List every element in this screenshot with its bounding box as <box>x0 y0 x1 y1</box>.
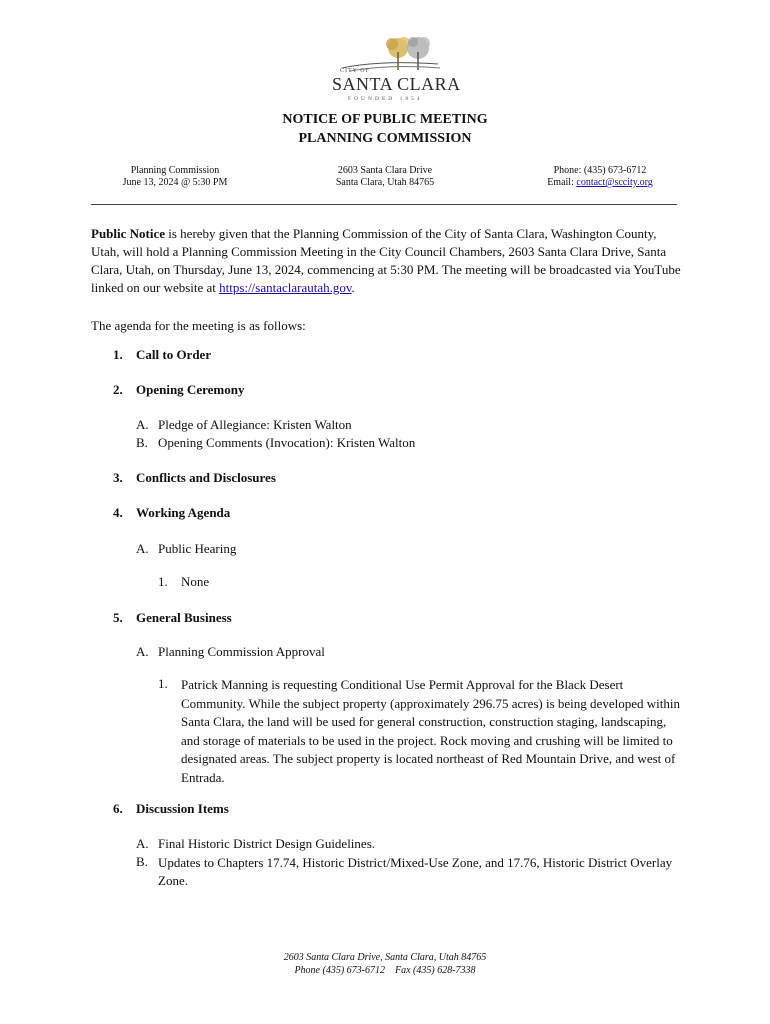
address-city: Santa Clara, Utah 84765 <box>335 177 435 188</box>
notice-body: is hereby given that the Planning Commission of the City of Santa Clara, Washington County, Utah, will hold a Planning Commission Meeting in the City Council Chambers, 2603 Santa Clara Drive, Santa Clara, Utah, on Thursday, June 13, 2024, commencing at 5:30 PM. The meeting will be broadcasted via YouTube linked on our website at <box>91 226 681 295</box>
logo-name: SANTA CLARA <box>332 74 461 94</box>
subitem-number: 1. <box>158 574 168 589</box>
section-title: Conflicts and Disclosures <box>136 470 276 485</box>
section-title: Working Agenda <box>136 505 231 520</box>
section-title: Discussion Items <box>136 801 229 816</box>
section-number: 2. <box>113 382 123 397</box>
city-logo <box>320 34 461 104</box>
item-text: Final Historic District Design Guidelines. <box>158 836 376 851</box>
item-text: Pledge of Allegiance: Kristen Walton <box>158 417 352 432</box>
section-number: 3. <box>113 470 123 485</box>
subitem-number: 1. <box>158 676 168 691</box>
meeting-info <box>100 165 250 189</box>
section-number: 6. <box>113 801 123 816</box>
address-info <box>310 165 460 189</box>
email-label: Email: <box>547 177 577 188</box>
notice-paragraph <box>91 225 683 297</box>
item-letter: A. <box>136 541 149 556</box>
subitem-text: Patrick Manning is requesting Conditional Use Permit Approval for the Black Desert Community. While the subject property (approximately 296.75 acres) is being developed within Santa Clara, the land will be used for general construction, construction staging, landscaping, and storage of materials to be used in the project. Rock moving and crushing will be limited to designated areas. The subject property is located northeast of Red Mountain Drive, and west of Entrada. <box>181 677 680 785</box>
item-letter: A. <box>136 417 149 432</box>
page-title: NOTICE OF PUBLIC MEETING <box>282 112 488 127</box>
section-number: 5. <box>113 610 123 625</box>
trees-icon <box>320 34 446 74</box>
item-text: Planning Commission Approval <box>158 644 325 659</box>
section-title: General Business <box>136 610 232 625</box>
item-text: Public Hearing <box>158 541 237 556</box>
section-number: 1. <box>113 347 123 362</box>
header-divider <box>91 204 677 205</box>
meeting-datetime: June 13, 2024 @ 5:30 PM <box>122 177 228 188</box>
email-link[interactable]: contact@sccity.org <box>576 177 653 188</box>
address-street: 2603 Santa Clara Drive <box>337 165 433 176</box>
item-text: Updates to Chapters 17.74, Historic District/Mixed-Use Zone, and 17.76, Historic District Overlay Zone. <box>158 855 673 888</box>
section-number: 4. <box>113 505 123 520</box>
page-subtitle: PLANNING COMMISSION <box>298 131 472 146</box>
footer-address: 2603 Santa Clara Drive, Santa Clara, Utah 84765 <box>283 952 487 963</box>
section-title: Call to Order <box>136 347 212 362</box>
contact-info <box>525 165 675 189</box>
item-letter: B. <box>136 435 148 450</box>
logo-founded: FOUNDED 1854 <box>348 96 423 102</box>
contact-email-line <box>525 177 675 189</box>
meeting-body: Planning Commission <box>130 165 220 176</box>
notice-lead: Public Notice <box>91 226 166 241</box>
footer-phone-fax: Phone (435) 673-6712 Fax (435) 628-7338 <box>294 965 476 976</box>
notice-end: . <box>351 280 355 295</box>
contact-phone: Phone: (435) 673-6712 <box>553 165 647 176</box>
item-letter: B. <box>136 854 148 869</box>
section-title: Opening Ceremony <box>136 382 245 397</box>
subitem-text: None <box>181 574 210 589</box>
website-link[interactable]: https://santaclarautah.gov <box>219 280 352 295</box>
logo-city-of: CITY OF <box>340 68 370 74</box>
item-text: Opening Comments (Invocation): Kristen Walton <box>158 435 416 450</box>
item-letter: A. <box>136 836 149 851</box>
agenda-intro: The agenda for the meeting is as follows: <box>91 318 306 333</box>
item-letter: A. <box>136 644 149 659</box>
